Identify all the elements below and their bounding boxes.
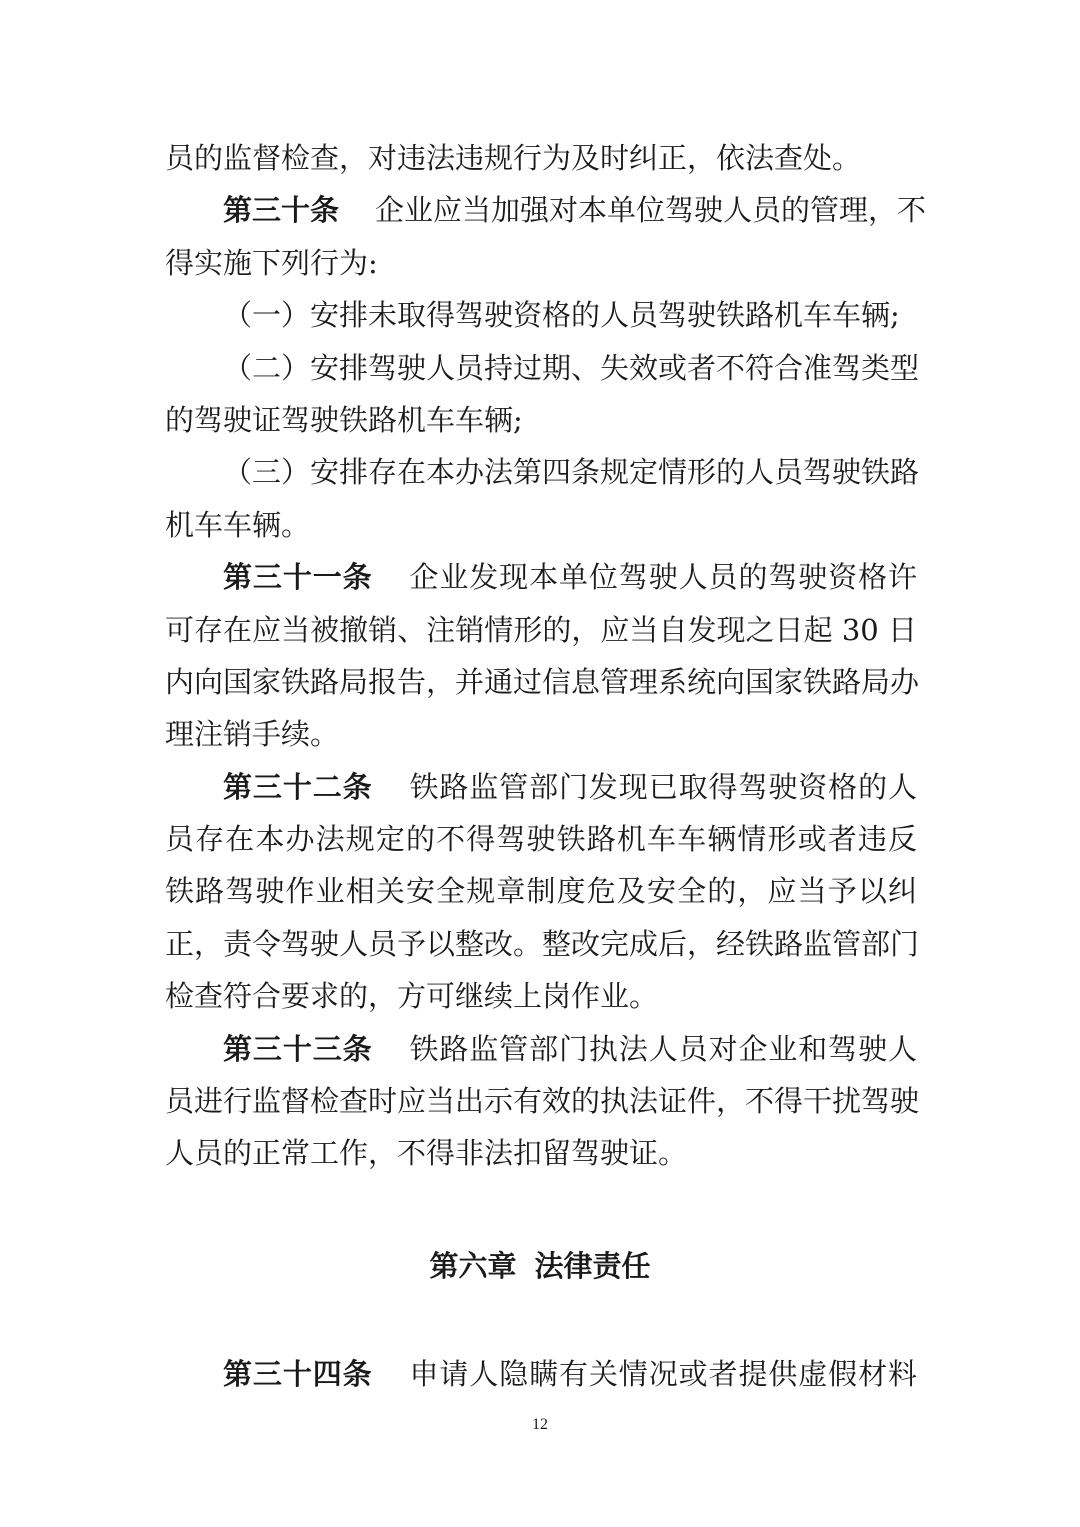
article-30-item-3-line-2: 机车车辆。: [165, 507, 311, 542]
paragraph-continuation: 员的监督检查，对违法违规行为及时纠正，依法查处。: [165, 141, 862, 175]
article-32-first-line: [165, 761, 917, 813]
page-number: 12: [532, 1416, 548, 1433]
article-32-text-3: 铁路驾驶作业相关安全规章制度危及安全的，应当予以纠: [165, 874, 917, 909]
article-31-text-2: 可存在应当被撤销、注销情形的，应当自发现之日起 30 日: [165, 612, 917, 647]
article-33-first-line: [165, 1023, 917, 1075]
article-30-text-2: 得实施下列行为:: [165, 245, 378, 280]
chapter-heading: [0, 1240, 1080, 1292]
article-30-item-2-line-1: （二）安排驾驶人员持过期、失效或者不符合准驾类型: [223, 350, 920, 385]
article-32-text-4: 正，责令驾驶人员予以整改。整改完成后，经铁路监管部门: [165, 926, 920, 961]
article-31-text-4: 理注销手续。: [165, 717, 340, 752]
article-32-label: 第三十二条: [223, 769, 373, 804]
article-33-label: 第三十三条: [223, 1031, 373, 1066]
article-34-text-1: 申请人隐瞒有关情况或者提供虚假材料: [408, 1357, 917, 1391]
article-31-text-3: 内向国家铁路局报告，并通过信息管理系统向国家铁路局办: [165, 664, 920, 699]
article-31-first-line: [165, 551, 917, 603]
chapter-title: 法律责任: [534, 1249, 651, 1283]
article-32-text-2: 员存在本办法规定的不得驾驶铁路机车车辆情形或者违反: [165, 822, 917, 857]
article-30-item-2-line-2: 的驾驶证驾驶铁路机车车辆;: [165, 402, 523, 437]
article-34-first-line: [165, 1348, 917, 1400]
article-33-text-2: 员进行监督检查时应当出示有效的执法证件，不得干扰驾驶: [165, 1084, 920, 1119]
article-31-text-1: 企业发现本单位驾驶人员的驾驶资格许: [408, 560, 917, 595]
article-33-text-1: 铁路监管部门执法人员对企业和驾驶人: [408, 1031, 917, 1066]
document-body-tail: [165, 1348, 917, 1400]
article-32-text-5: 检查符合要求的，方可继续上岗作业。: [165, 979, 659, 1014]
article-31-label: 第三十一条: [223, 560, 373, 595]
article-30-item-1: （一）安排未取得驾驶资格的人员驾驶铁路机车车辆;: [223, 298, 900, 333]
article-30-item-3-line-1: （三）安排存在本办法第四条规定情形的人员驾驶铁路: [223, 455, 920, 490]
article-33-text-3: 人员的正常工作，不得非法扣留驾驶证。: [165, 1136, 688, 1171]
document-body: [165, 132, 927, 1180]
chapter-number: 第六章: [429, 1249, 517, 1283]
article-32-text-1: 铁路监管部门发现已取得驾驶资格的人: [408, 769, 917, 804]
article-34-label: 第三十四条: [223, 1357, 373, 1391]
article-30-text-1: 企业应当加强对本单位驾驶人员的管理，不: [375, 193, 927, 228]
article-30-first-line: [165, 184, 927, 236]
article-30-label: 第三十条: [223, 193, 340, 228]
